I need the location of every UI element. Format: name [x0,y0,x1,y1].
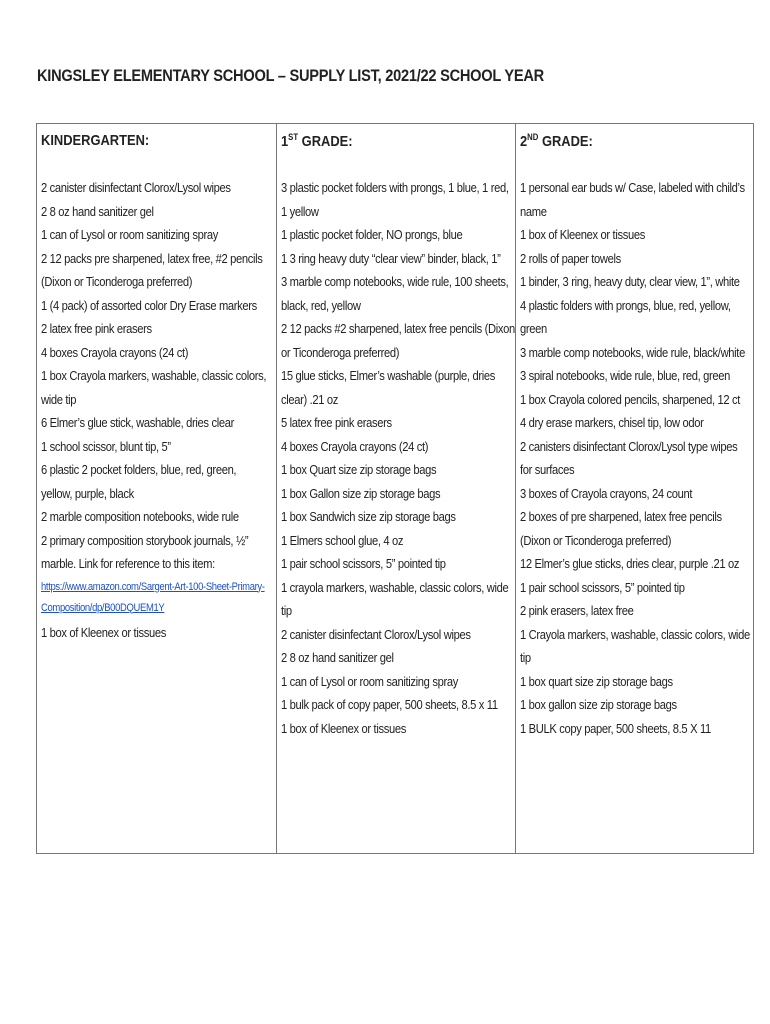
supply-item: 1 can of Lysol or room sanitizing spray [41,227,218,242]
heading-number: 2 [520,133,528,150]
supply-item: 1 Crayola markers, washable, classic colors, wide tip [520,626,750,665]
supply-item: 2 12 packs #2 sharpened, latex free pencils (Dixon or Ticonderoga preferred) [281,321,515,360]
supply-item: 1 box Crayola colored pencils, sharpened, 12 ct [520,391,740,407]
link-item [41,577,266,619]
supply-item: 12 Elmer’s glue sticks, dries clear, purple .21 oz [520,556,740,571]
supply-item: 1 box Crayola markers, washable, classic colors, wide tip [41,368,267,407]
supply-item: 1 can of Lysol or room sanitizing spray [281,673,458,689]
supply-item: 1 BULK copy paper, 500 sheets, 8.5 X 11 [520,720,711,736]
supply-item: 15 glue sticks, Elmer’s washable (purple, dries clear) .21 oz [281,368,495,407]
supply-item: 2 8 oz hand sanitizer gel [281,650,394,665]
supply-item: 1 box of Kleenex or tissues [281,720,406,736]
first-grade-list [281,176,515,740]
supply-item: 1 pair school scissors, 5” pointed tip [281,556,446,571]
supply-item: 1 plastic pocket folder, NO prongs, blue [281,227,463,242]
column-second-grade [515,124,753,853]
supply-item: 3 spiral notebooks, wide rule, blue, red, green [520,368,731,383]
supply-item: 1 school scissor, blunt tip, 5” [41,438,171,454]
supply-item: 1 (4 pack) of assorted color Dry Erase markers [41,297,257,313]
heading-second-grade [520,132,593,150]
heading-ordinal: ND [527,132,539,142]
supply-item: 1 box Gallon size zip storage bags [281,485,441,501]
second-grade-list [520,176,750,740]
supply-item: 1 Elmers school glue, 4 oz [281,532,404,548]
supply-item: 3 marble comp notebooks, wide rule, 100 sheets, black, red, yellow [281,274,509,313]
supply-item: 1 box of Kleenex or tissues [41,624,166,640]
supply-item: 1 box Sandwich size zip storage bags [281,509,456,524]
supply-item: 2 pink erasers, latex free [520,603,634,618]
heading-first-grade [281,132,353,150]
supply-item: 2 primary composition storybook journals, ½” marble. Link for reference to this item: [41,532,249,571]
supply-item: 6 plastic 2 pocket folders, blue, red, green, yellow, purple, black [41,462,237,501]
reference-link[interactable]: https://www.amazon.com/Sargent-Art-100-Sheet-Primary-Composition/dp/B00DQUEM1Y [41,580,265,614]
supply-item: 1 box quart size zip storage bags [520,673,673,689]
column-kindergarten [37,124,276,853]
supply-item: 1 box gallon size zip storage bags [520,697,677,712]
supply-item: 2 canister disinfectant Clorox/Lysol wipes [281,626,471,642]
supply-item: 5 latex free pink erasers [281,415,392,430]
supply-item: 1 personal ear buds w/ Case, labeled with child’s name [520,180,745,219]
supply-item: 4 plastic folders with prongs, blue, red, yellow, green [520,297,731,336]
supply-item: 1 pair school scissors, 5” pointed tip [520,579,685,595]
supply-item: 3 boxes of Crayola crayons, 24 count [520,485,693,501]
supply-item: 2 12 packs pre sharpened, latex free, #2 pencils (Dixon or Ticonderoga preferred) [41,250,263,289]
supply-item: 1 box of Kleenex or tissues [520,227,645,242]
heading-kindergarten: KINDERGARTEN: [41,132,150,149]
supply-table [36,123,754,854]
supply-item: 1 binder, 3 ring, heavy duty, clear view, 1”, white [520,274,740,289]
column-first-grade [276,124,515,853]
supply-item: 4 dry erase markers, chisel tip, low odor [520,415,704,430]
supply-item: 1 bulk pack of copy paper, 500 sheets, 8.5 x 11 [281,697,498,712]
supply-item: 2 8 oz hand sanitizer gel [41,203,154,219]
supply-item: 2 rolls of paper towels [520,250,621,266]
supply-item: 3 plastic pocket folders with prongs, 1 blue, 1 red, 1 yellow [281,180,509,219]
supply-item: 3 marble comp notebooks, wide rule, black/white [520,344,745,360]
page-title: KINGSLEY ELEMENTARY SCHOOL – SUPPLY LIST, 2021/22 SCHOOL YEAR [37,66,544,85]
heading-number: 1 [281,133,289,150]
supply-item: 2 canister disinfectant Clorox/Lysol wipes [41,180,231,195]
supply-item: 1 box Quart size zip storage bags [281,462,437,477]
supply-item: 6 Elmer’s glue stick, washable, dries clear [41,415,234,430]
supply-item: 2 latex free pink erasers [41,321,152,336]
heading-label: GRADE: [538,133,593,150]
supply-item: 2 canisters disinfectant Clorox/Lysol type wipes for surfaces [520,438,738,477]
supply-item: 2 boxes of pre sharpened, latex free pencils (Dixon or Ticonderoga preferred) [520,509,722,548]
kindergarten-list [41,176,266,644]
heading-label: GRADE: [298,133,353,150]
supply-item: 1 3 ring heavy duty “clear view” binder, black, 1” [281,250,501,266]
supply-item: 1 crayola markers, washable, classic colors, wide tip [281,579,509,618]
supply-item: 4 boxes Crayola crayons (24 ct) [41,344,189,360]
supply-item: 4 boxes Crayola crayons (24 ct) [281,438,429,454]
heading-ordinal: ST [288,132,299,142]
supply-item: 2 marble composition notebooks, wide rule [41,509,239,524]
